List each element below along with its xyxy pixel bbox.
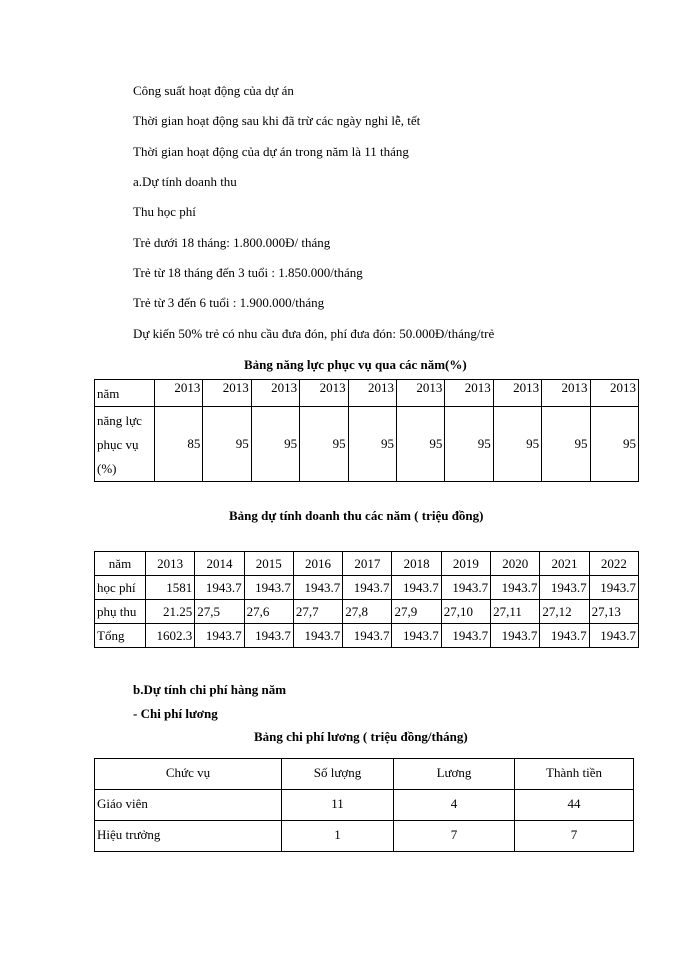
table-header-cell: Số lượng bbox=[282, 759, 394, 790]
table-header-cell: 2013 bbox=[493, 380, 541, 407]
table-header-cell: 2013 bbox=[251, 380, 299, 407]
table-cell: 1943.7 bbox=[244, 576, 293, 600]
table-cell: 1943.7 bbox=[293, 576, 342, 600]
table-cell: 21.25 bbox=[146, 600, 195, 624]
table-cell: 95 bbox=[445, 407, 493, 482]
table-row bbox=[95, 624, 639, 648]
salary-table bbox=[94, 758, 634, 852]
row-label-line: (%) bbox=[97, 461, 117, 476]
table-cell: 95 bbox=[590, 407, 638, 482]
table-cell: 1943.7 bbox=[392, 576, 441, 600]
table-cell: 1943.7 bbox=[491, 624, 540, 648]
row-label-total: Tổng bbox=[95, 624, 146, 648]
capacity-table bbox=[94, 379, 639, 482]
table-cell: 1943.7 bbox=[195, 624, 244, 648]
table-cell: 95 bbox=[251, 407, 299, 482]
revenue-header-row bbox=[95, 552, 639, 576]
table-header-cell: năm bbox=[95, 552, 146, 576]
table-header-cell: 2013 bbox=[300, 380, 348, 407]
table-cell: 1943.7 bbox=[589, 576, 638, 600]
table-header-cell: 2018 bbox=[392, 552, 441, 576]
table-cell: 1602.3 bbox=[146, 624, 195, 648]
row-label-line: năng lực bbox=[97, 413, 142, 428]
table-header-cell: 2017 bbox=[343, 552, 392, 576]
table-cell: 1943.7 bbox=[441, 624, 490, 648]
table-cell: 95 bbox=[493, 407, 541, 482]
section-subheading-salary: - Chi phí lương bbox=[133, 706, 218, 721]
salary-table-caption: Bảng chi phí lương ( triệu đồng/tháng) bbox=[254, 729, 468, 744]
table-header-cell: Thành tiền bbox=[515, 759, 634, 790]
table-row bbox=[95, 600, 639, 624]
table-cell: 95 bbox=[348, 407, 396, 482]
table-cell: 95 bbox=[542, 407, 590, 482]
table-cell: 27,13 bbox=[589, 600, 638, 624]
table-cell: 1943.7 bbox=[540, 624, 589, 648]
table-header-cell: Chức vụ bbox=[95, 759, 282, 790]
table-cell: 27,12 bbox=[540, 600, 589, 624]
table-header-cell: 2013 bbox=[155, 380, 203, 407]
table-cell: 1943.7 bbox=[244, 624, 293, 648]
table-cell: 44 bbox=[515, 790, 634, 821]
table-cell: 85 bbox=[155, 407, 203, 482]
intro-line-under-18-months: Trẻ dưới 18 tháng: 1.800.000Đ/ tháng bbox=[133, 235, 331, 250]
table-cell: 1943.7 bbox=[343, 624, 392, 648]
table-header-cell: năm bbox=[95, 380, 155, 407]
table-header-cell: 2013 bbox=[396, 380, 444, 407]
table-header-cell: 2020 bbox=[491, 552, 540, 576]
table-header-cell: 2013 bbox=[590, 380, 638, 407]
table-cell: 1 bbox=[282, 821, 394, 852]
table-cell: 1581 bbox=[146, 576, 195, 600]
table-cell: 1943.7 bbox=[343, 576, 392, 600]
table-header-cell: 2013 bbox=[445, 380, 493, 407]
revenue-table bbox=[94, 551, 639, 648]
row-label-line: phục vụ bbox=[97, 437, 139, 452]
row-label-surcharge: phụ thu bbox=[95, 600, 146, 624]
table-header-cell: 2021 bbox=[540, 552, 589, 576]
intro-line-tuition: Thu học phí bbox=[133, 204, 196, 219]
table-cell: 7 bbox=[394, 821, 515, 852]
table-header-cell: 2013 bbox=[348, 380, 396, 407]
section-heading-revenue: a.Dự tính doanh thu bbox=[133, 174, 237, 189]
row-label-principal: Hiệu trưởng bbox=[95, 821, 282, 852]
table-cell: 1943.7 bbox=[392, 624, 441, 648]
table-cell: 27,9 bbox=[392, 600, 441, 624]
capacity-table-caption: Bảng năng lực phục vụ qua các năm(%) bbox=[244, 357, 467, 372]
table-cell: 7 bbox=[515, 821, 634, 852]
table-cell: 27,8 bbox=[343, 600, 392, 624]
section-heading-costs: b.Dự tính chi phí hàng năm bbox=[133, 682, 287, 697]
table-cell: 1943.7 bbox=[195, 576, 244, 600]
table-cell: 1943.7 bbox=[589, 624, 638, 648]
table-cell: 27,5 bbox=[195, 600, 244, 624]
row-label-teacher: Giáo viên bbox=[95, 790, 282, 821]
row-label-tuition: học phí bbox=[95, 576, 146, 600]
row-label-capacity bbox=[95, 407, 155, 482]
table-header-cell: 2022 bbox=[589, 552, 638, 576]
table-cell: 27,10 bbox=[441, 600, 490, 624]
table-cell: 27,7 bbox=[293, 600, 342, 624]
table-cell: 27,11 bbox=[491, 600, 540, 624]
intro-line-3y-to-6y: Trẻ từ 3 đến 6 tuổi : 1.900.000/tháng bbox=[133, 295, 325, 310]
intro-line-transport-fee: Dự kiến 50% trẻ có nhu cầu đưa đón, phí đưa đón: 50.000Đ/tháng/trẻ bbox=[133, 326, 495, 341]
salary-header-row bbox=[95, 759, 634, 790]
intro-line-18m-to-3y: Trẻ từ 18 tháng đến 3 tuổi : 1.850.000/tháng bbox=[133, 265, 363, 280]
table-cell: 4 bbox=[394, 790, 515, 821]
intro-line-capacity: Công suất hoạt động của dự án bbox=[133, 83, 294, 98]
table-header-cell: 2019 bbox=[441, 552, 490, 576]
intro-line-months: Thời gian hoạt động của dự án trong năm là 11 tháng bbox=[133, 144, 409, 159]
table-header-cell: Lương bbox=[394, 759, 515, 790]
revenue-table-caption: Bảng dự tính doanh thu các năm ( triệu đồng) bbox=[229, 508, 484, 523]
table-header-cell: 2014 bbox=[195, 552, 244, 576]
table-row bbox=[95, 821, 634, 852]
intro-line-operating-time: Thời gian hoạt động sau khi đã trừ các ngày nghỉ lễ, tết bbox=[133, 113, 421, 128]
table-cell: 95 bbox=[300, 407, 348, 482]
table-header-cell: 2013 bbox=[203, 380, 251, 407]
table-header-cell: 2013 bbox=[542, 380, 590, 407]
table-cell: 1943.7 bbox=[491, 576, 540, 600]
table-header-cell: 2015 bbox=[244, 552, 293, 576]
table-cell: 1943.7 bbox=[540, 576, 589, 600]
table-header-cell: 2013 bbox=[146, 552, 195, 576]
capacity-header-row bbox=[95, 380, 639, 407]
table-cell: 95 bbox=[396, 407, 444, 482]
table-cell: 27,6 bbox=[244, 600, 293, 624]
table-cell: 1943.7 bbox=[293, 624, 342, 648]
table-row bbox=[95, 790, 634, 821]
table-cell: 1943.7 bbox=[441, 576, 490, 600]
table-cell: 11 bbox=[282, 790, 394, 821]
table-header-cell: 2016 bbox=[293, 552, 342, 576]
table-row bbox=[95, 576, 639, 600]
table-cell: 95 bbox=[203, 407, 251, 482]
table-row bbox=[95, 407, 639, 482]
